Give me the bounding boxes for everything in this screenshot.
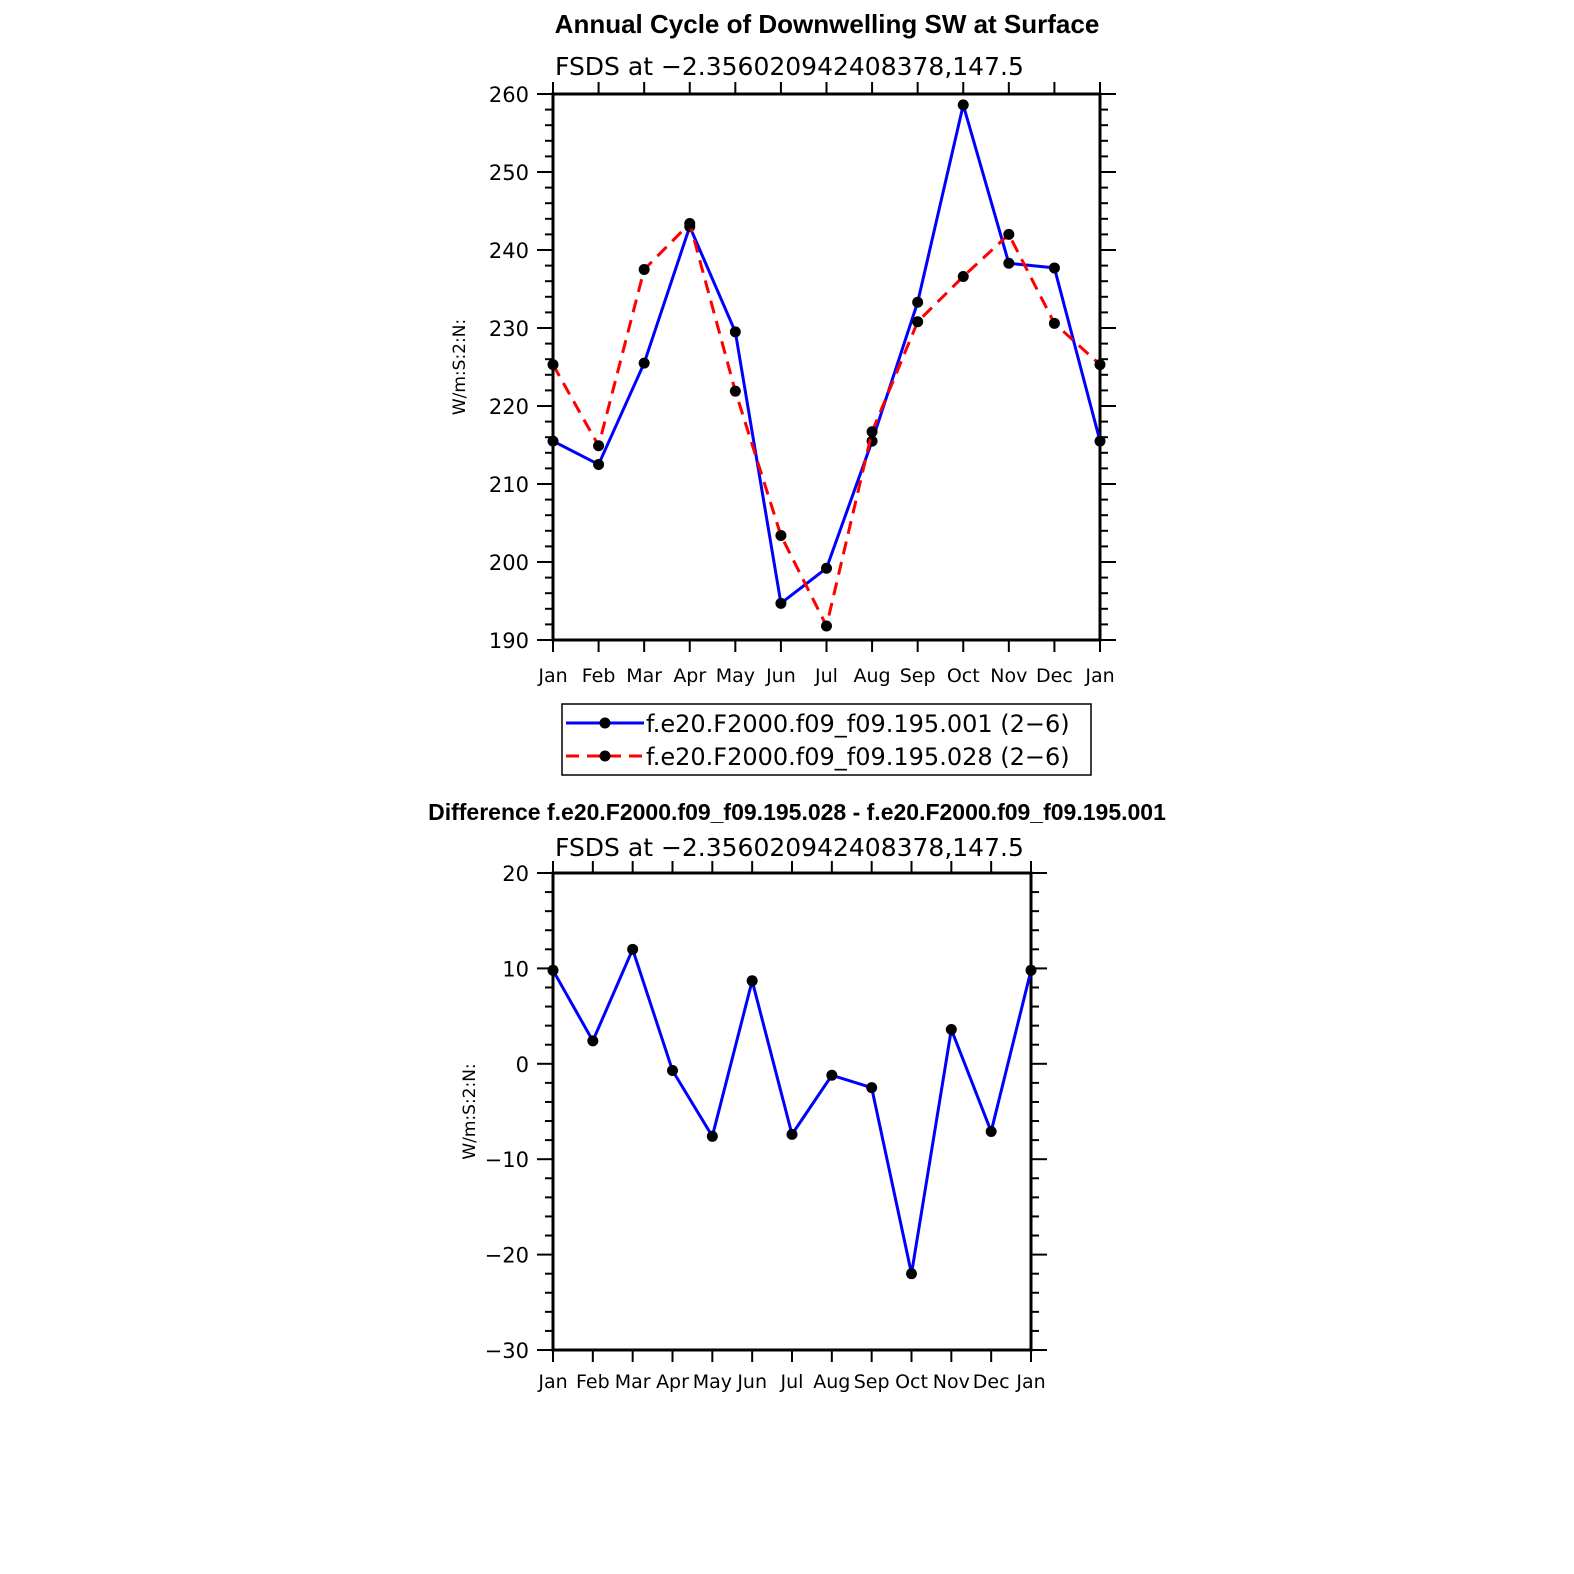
- y-tick-label: 210: [488, 473, 529, 497]
- series-1-point: [958, 99, 969, 110]
- series-1-point: [639, 358, 650, 369]
- x-tick-label: Mar: [614, 1371, 651, 1393]
- series-line-1: [553, 105, 1100, 603]
- series-1-point: [1049, 262, 1060, 273]
- series-1-point: [866, 1082, 877, 1093]
- series-2-point: [548, 359, 559, 370]
- series-1-point: [1003, 258, 1014, 269]
- series-2-point: [1095, 359, 1106, 370]
- series-1-point: [787, 1129, 798, 1140]
- x-tick-label: Nov: [990, 665, 1028, 687]
- y-tick-label: 220: [488, 395, 529, 419]
- series-1-point: [1095, 436, 1106, 447]
- y-tick-label: 230: [488, 317, 529, 341]
- series-1-point: [587, 1035, 598, 1046]
- series-1-point: [548, 436, 559, 447]
- series-1-point: [593, 459, 604, 470]
- series-2-point: [821, 620, 832, 631]
- x-tick-label: Sep: [899, 665, 936, 687]
- x-tick-label: Jul: [815, 665, 838, 687]
- y-tick-label: 240: [488, 239, 529, 263]
- series-line-1: [553, 949, 1031, 1273]
- legend: [562, 704, 1091, 775]
- x-tick-label: Oct: [895, 1371, 928, 1393]
- series-1-point: [627, 944, 638, 955]
- series-1-point: [912, 297, 923, 308]
- series-1-point: [667, 1065, 678, 1076]
- x-tick-label: Dec: [1036, 665, 1073, 687]
- x-tick-label: Feb: [581, 665, 616, 687]
- x-tick-label: Nov: [932, 1371, 970, 1393]
- y-tick-label: 20: [502, 862, 529, 886]
- x-tick-label: May: [715, 665, 755, 687]
- x-tick-label: Jan: [1085, 665, 1115, 687]
- x-tick-label: Dec: [972, 1371, 1010, 1393]
- series-1-point: [821, 563, 832, 574]
- series-1-point: [946, 1024, 957, 1035]
- x-tick-label: Jan: [1016, 1371, 1046, 1393]
- series-1-point: [1026, 965, 1037, 976]
- series-1-point: [707, 1131, 718, 1142]
- y-tick-label: 10: [502, 957, 529, 982]
- bottom-chart-subtitle: FSDS at −2.356020942408378,147.5: [555, 833, 1024, 862]
- y-axis-label: W/m:S:2:N:: [450, 318, 470, 416]
- x-tick-label: Jan: [538, 665, 568, 687]
- series-2-point: [958, 271, 969, 282]
- x-tick-label: Sep: [853, 1371, 890, 1393]
- x-tick-label: Jun: [737, 1371, 768, 1393]
- legend-label-1: f.e20.F2000.f09_f09.195.001 (2−6): [646, 710, 1070, 738]
- legend-label-2: f.e20.F2000.f09_f09.195.028 (2−6): [646, 743, 1070, 771]
- series-1-point: [986, 1126, 997, 1137]
- x-tick-label: Feb: [576, 1371, 610, 1393]
- series-1-point: [747, 975, 758, 986]
- x-tick-label: Mar: [626, 665, 663, 687]
- top-plot-area: [450, 82, 1116, 687]
- series-1-point: [548, 965, 559, 976]
- y-tick-label: 200: [488, 551, 529, 575]
- series-1-point: [826, 1070, 837, 1081]
- series-2-point: [684, 218, 695, 229]
- y-tick-label: 250: [488, 161, 529, 185]
- series-1-point: [906, 1268, 917, 1279]
- y-tick-label: −10: [484, 1148, 529, 1173]
- series-2-point: [912, 316, 923, 327]
- plot-frame: [553, 873, 1031, 1350]
- series-2-point: [730, 386, 741, 397]
- series-2-point: [639, 264, 650, 275]
- series-2-point: [593, 440, 604, 451]
- legend-marker-2: [600, 751, 611, 762]
- top-chart-title: Annual Cycle of Downwelling SW at Surface: [554, 9, 1100, 39]
- series-2-point: [775, 530, 786, 541]
- bottom-chart-title: Difference f.e20.F2000.f09_f09.195.028 - f.e20.F2000.f09_f09.195.001: [428, 799, 1166, 825]
- bottom-plot-area: [460, 861, 1047, 1393]
- series-2-point: [867, 426, 878, 437]
- legend-marker-1: [600, 718, 611, 729]
- x-tick-label: Jul: [780, 1371, 804, 1393]
- x-tick-label: Aug: [853, 665, 891, 687]
- series-2-point: [1003, 229, 1014, 240]
- x-tick-label: May: [692, 1371, 732, 1393]
- series-2-point: [1049, 318, 1060, 329]
- y-tick-label: −20: [484, 1243, 529, 1268]
- y-tick-label: −30: [484, 1339, 529, 1363]
- y-tick-label: 260: [488, 83, 529, 107]
- series-1-point: [730, 326, 741, 337]
- x-tick-label: Jun: [766, 665, 796, 687]
- y-tick-label: 190: [488, 629, 529, 653]
- y-tick-label: 0: [515, 1052, 529, 1077]
- x-tick-label: Apr: [656, 1371, 689, 1393]
- series-1-point: [775, 598, 786, 609]
- x-tick-label: Oct: [946, 665, 980, 687]
- top-chart-subtitle: FSDS at −2.356020942408378,147.5: [555, 52, 1024, 81]
- x-tick-label: Apr: [673, 665, 707, 687]
- x-tick-label: Jan: [538, 1371, 568, 1393]
- y-axis-label: W/m:S:2:N:: [460, 1063, 480, 1160]
- x-tick-label: Aug: [813, 1371, 851, 1393]
- plot-frame: [553, 94, 1100, 640]
